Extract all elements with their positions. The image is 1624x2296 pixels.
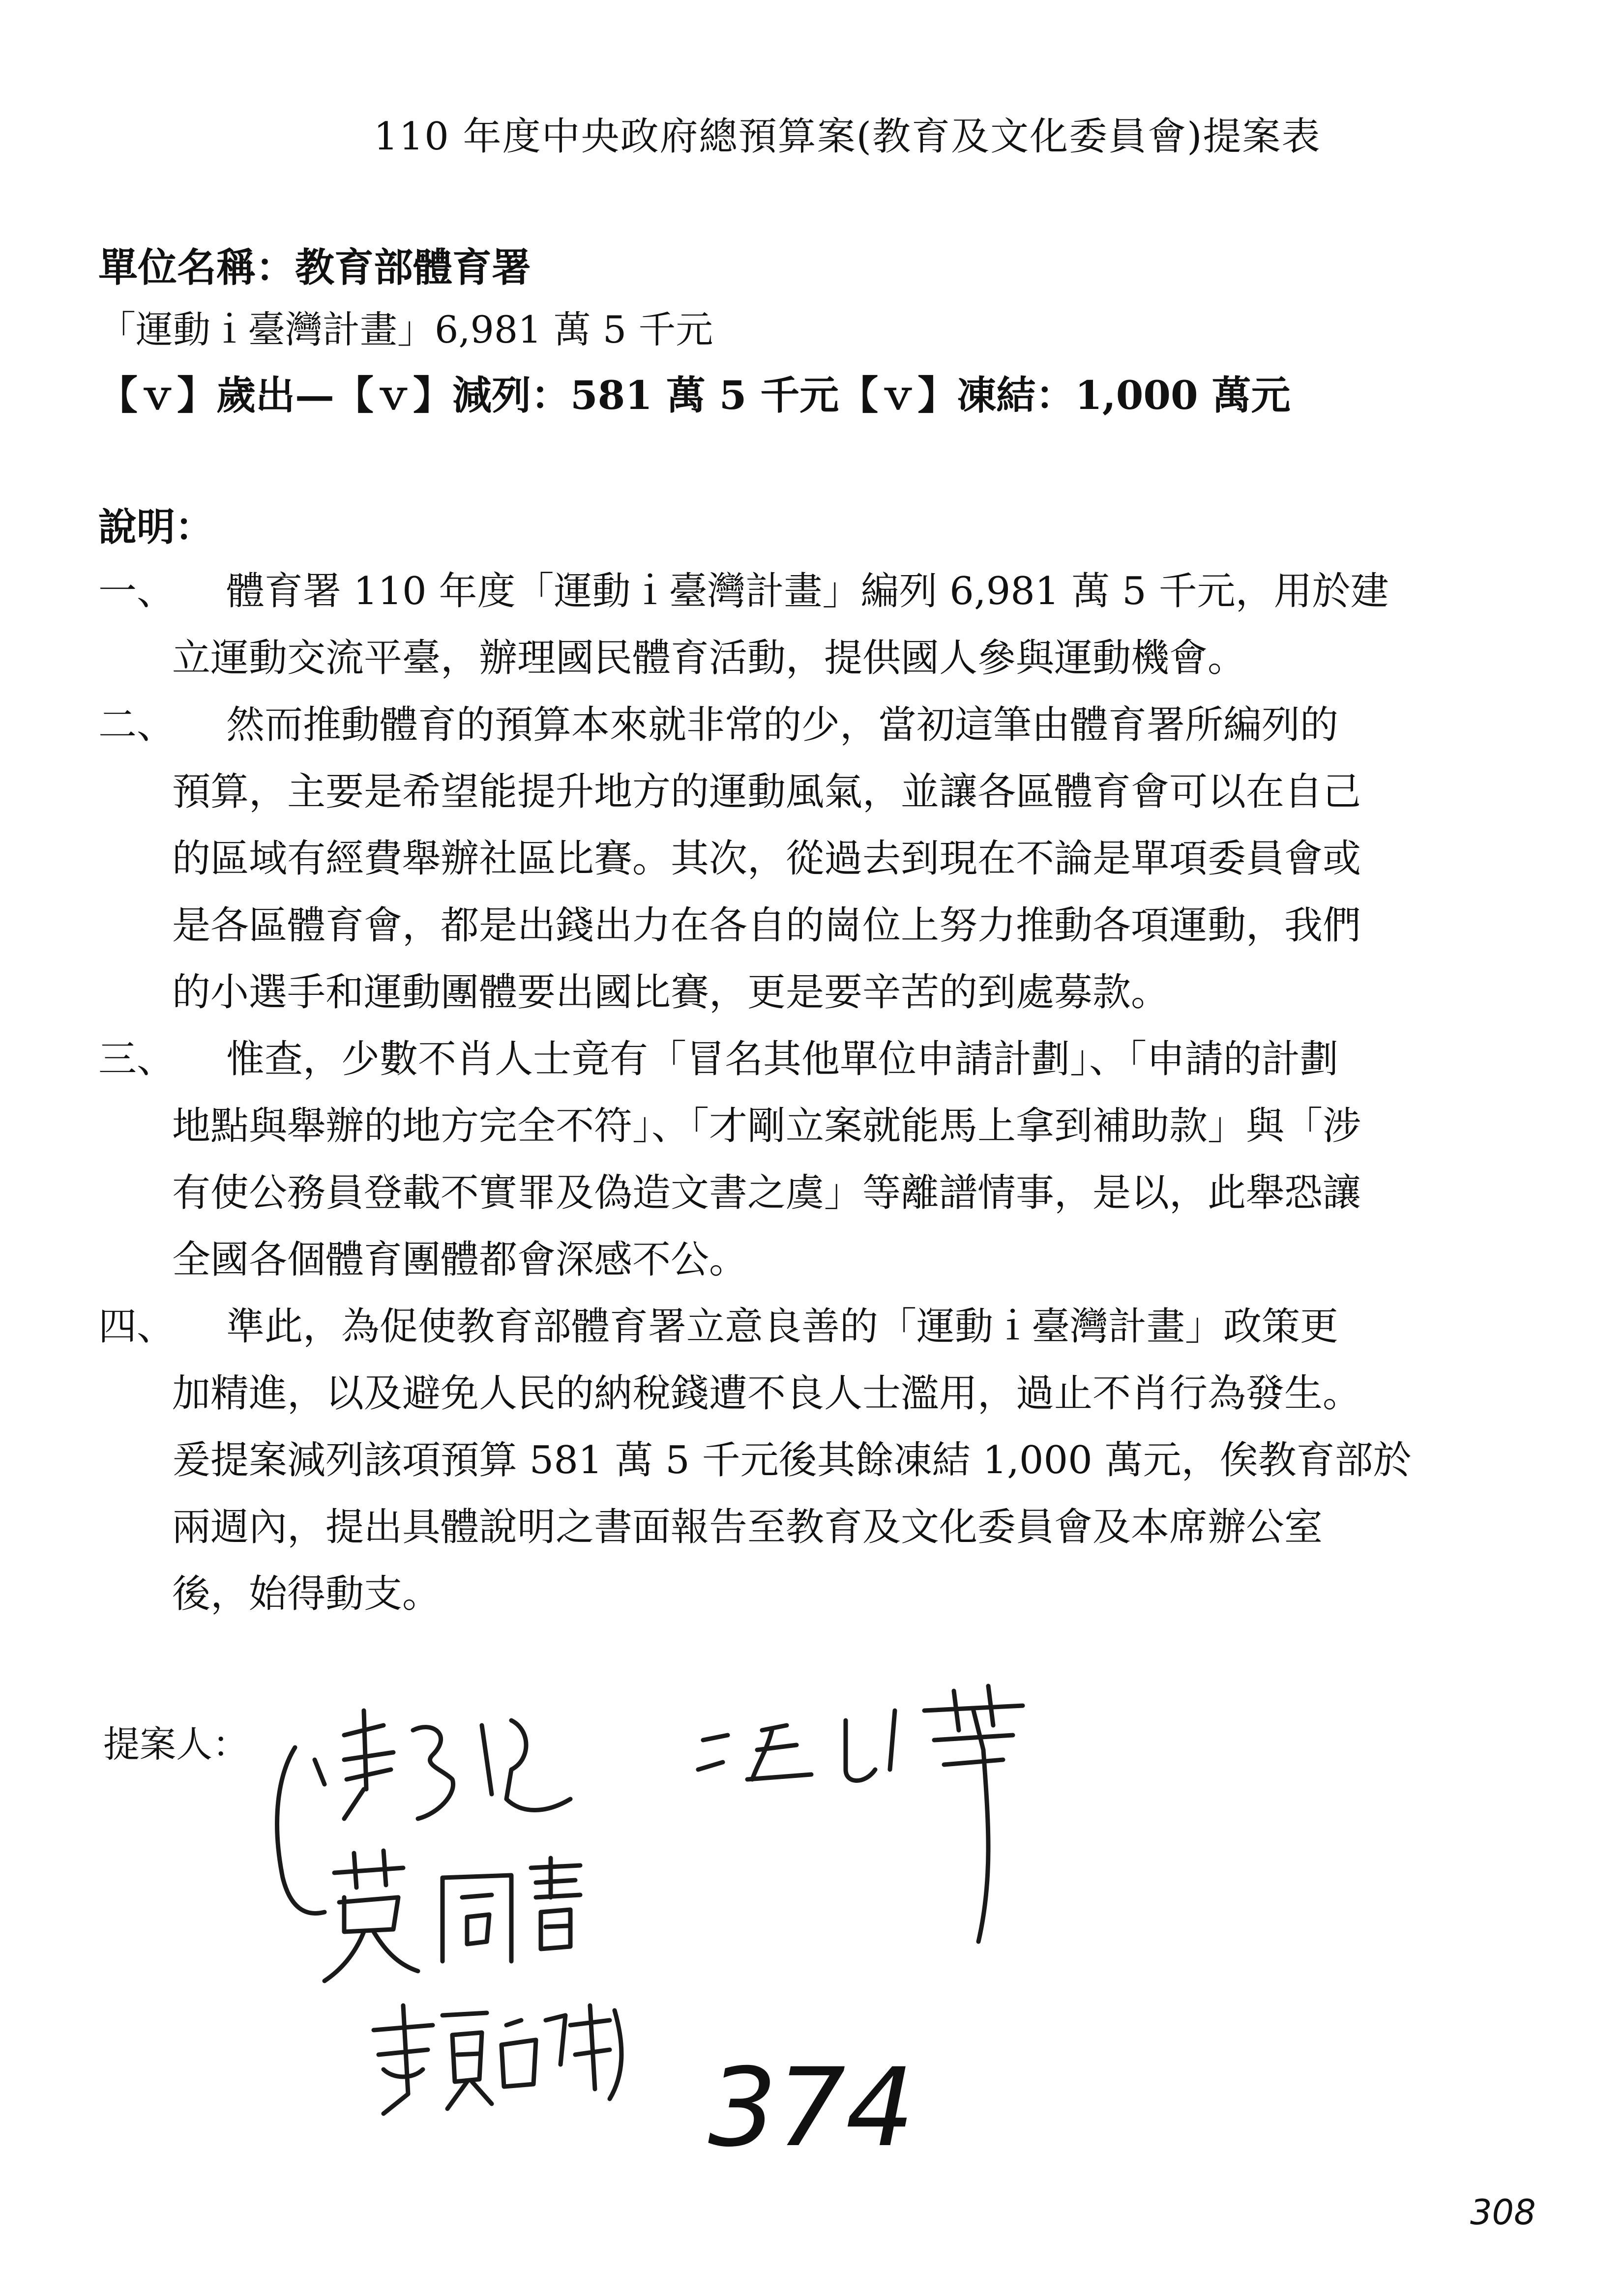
signature-3 (325, 1851, 580, 1981)
item-line: 預算，主要是希望能提升地方的運動風氣，並讓各區體育會可以在自己 (172, 770, 1361, 814)
plan-line: 「運動ｉ臺灣計畫」6,981 萬 5 千元 (98, 308, 713, 351)
item-number: 一、 (98, 569, 176, 613)
signature-bracket-stroke (277, 1747, 325, 1913)
proposer-label: 提案人： (103, 1723, 249, 1766)
explanation-list (98, 558, 1524, 1628)
item-line: 的小選手和運動團體要出國比賽，更是要辛苦的到處募款。 (172, 970, 1170, 1015)
explanation-item (98, 692, 1524, 1026)
item-line: 兩週內，提出具體說明之書面報告至教育及文化委員會及本席辦公室 (172, 1505, 1323, 1549)
signature-1 (315, 1711, 570, 1819)
item-number: 二、 (98, 703, 176, 747)
budget-action-line: 【ｖ】歲出—【ｖ】減列：581 萬 5 千元【ｖ】凍結：1,000 萬元 (98, 372, 1291, 418)
item-line: 然而推動體育的預算本來就非常的少，當初這筆由體育署所編列的 (226, 703, 1339, 747)
item-line: 地點與舉辦的地方完全不符」、「才剛立案就能馬上拿到補助款」與「涉 (172, 1104, 1361, 1148)
item-line: 的區域有經費舉辦社區比賽。其次，從過去到現在不論是單項委員會或 (172, 837, 1361, 881)
item-line: 全國各個體育團體都會深感不公。 (172, 1238, 748, 1282)
item-line: 後，始得動支。 (172, 1572, 441, 1616)
item-number: 三、 (98, 1037, 176, 1081)
handwritten-page-number: 374 (708, 2045, 915, 2171)
explanation-item (98, 1293, 1524, 1628)
item-line: 是各區體育會，都是出錢出力在各自的崗位上努力推動各項運動，我們 (172, 903, 1361, 948)
item-number: 四、 (98, 1305, 176, 1349)
signature-2 (698, 1686, 1023, 1942)
signature-4 (374, 2005, 621, 2114)
explanation-heading: 說明： (98, 505, 214, 550)
document-title: 110 年度中央政府總預算案(教育及文化委員會)提案表 (374, 115, 1321, 159)
corner-page-number: 308 (1470, 2192, 1536, 2233)
item-line: 爰提案減列該項預算 581 萬 5 千元後其餘凍結 1,000 萬元，俟教育部於 (172, 1438, 1412, 1482)
item-line: 準此，為促使教育部體育署立意良善的「運動ｉ臺灣計畫」政策更 (226, 1305, 1339, 1349)
explanation-item (98, 558, 1524, 692)
item-line: 體育署 110 年度「運動ｉ臺灣計畫」編列 6,981 萬 5 千元，用於建 (226, 569, 1389, 613)
item-line: 立運動交流平臺，辦理國民體育活動，提供國人參與運動機會。 (172, 636, 1246, 680)
unit-name-line: 單位名稱：教育部體育署 (98, 244, 531, 291)
item-line: 加精進，以及避免人民的納稅錢遭不良人士濫用，過止不肖行為發生。 (172, 1371, 1361, 1416)
item-line: 有使公務員登載不實罪及偽造文書之虞」等離譜情事，是以，此舉恐讓 (172, 1171, 1361, 1215)
explanation-item (98, 1026, 1524, 1293)
item-line: 惟查，少數不肖人士竟有「冒名其他單位申請計劃」、「申請的計劃 (226, 1037, 1339, 1081)
